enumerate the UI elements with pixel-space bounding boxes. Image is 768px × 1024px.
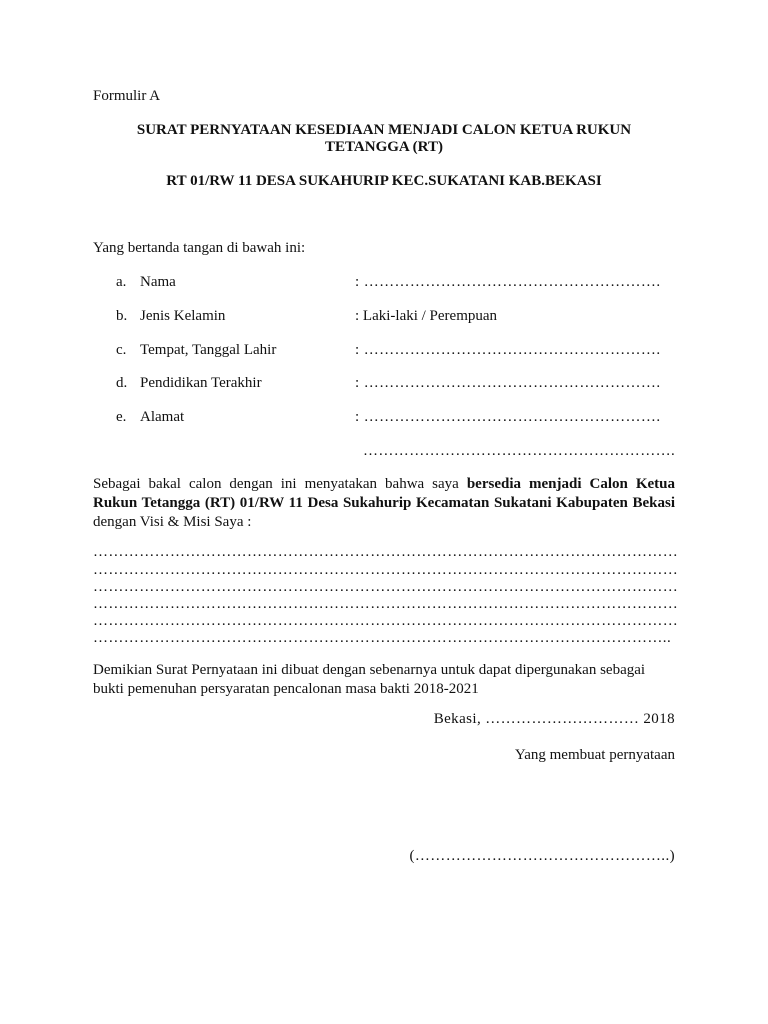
field-letter: d. — [116, 375, 128, 391]
field-label: Nama — [140, 274, 176, 290]
vision-line: …………………………………………………………………………………………………… — [93, 579, 679, 595]
signature-line: (…………………………………………..) — [409, 848, 675, 864]
field-label: Tempat, Tanggal Lahir — [140, 342, 277, 358]
field-value: : Laki-laki / Perempuan — [355, 308, 498, 324]
document-subtitle: RT 01/RW 11 DESA SUKAHURIP KEC.SUKATANI KAB.BEKASI — [166, 173, 602, 189]
signer-label: Yang membuat pernyataan — [514, 747, 675, 763]
statement-paragraph — [93, 475, 675, 532]
statement-bold-text: bersedia menjadi Calon Ketua Rukun Tetangga (RT) 01/RW 11 Desa Sukahurip Kecamatan Sukatani Kabupaten Bekasi — [93, 476, 675, 511]
field-letter: c. — [116, 342, 127, 358]
field-letter: a. — [116, 274, 127, 290]
place-date: Bekasi, ………………………… 2018 — [433, 711, 675, 727]
address-continuation: ……………………………………………………. — [363, 443, 676, 459]
field-value: : …………………………………………………. — [355, 375, 661, 391]
field-value: : …………………………………………………. — [355, 342, 661, 358]
closing-paragraph: Demikian Surat Pernyataan ini dibuat dengan sebenarnya untuk dapat dipergunakan sebagai bukti pemenuhan persyaratan pencalonan masa bakti 2018-2021 — [93, 662, 646, 697]
field-label: Pendidikan Terakhir — [140, 375, 262, 391]
document-title-line-1: SURAT PERNYATAAN KESEDIAAN MENJADI CALON KETUA RUKUN — [136, 122, 632, 138]
form-label: Formulir A — [93, 88, 161, 104]
field-value: : …………………………………………………. — [355, 274, 661, 290]
field-label: Alamat — [140, 409, 185, 425]
statement-text: Sebagai bakal calon dengan ini menyatakan bahwa saya — [93, 476, 467, 492]
field-letter: b. — [116, 308, 128, 324]
field-label: Jenis Kelamin — [140, 308, 226, 324]
vision-line: …………………………………………………………………………………………………… — [93, 544, 679, 560]
intro-text: Yang bertanda tangan di bawah ini: — [93, 240, 306, 256]
vision-line: …………………………………………………………………………………………………… — [93, 596, 679, 612]
field-value: : …………………………………………………. — [355, 409, 661, 425]
field-letter: e. — [116, 409, 127, 425]
vision-line: …………………………………………………………………………………………………… — [93, 613, 679, 629]
vision-line: …………………………………………………………………………………………………… — [93, 562, 679, 578]
vision-line: ………………………………………………………………………………………………….. — [93, 630, 672, 646]
document-title-line-2: TETANGGA (RT) — [325, 139, 443, 155]
statement-end-text: dengan Visi & Misi Saya : — [93, 514, 252, 530]
